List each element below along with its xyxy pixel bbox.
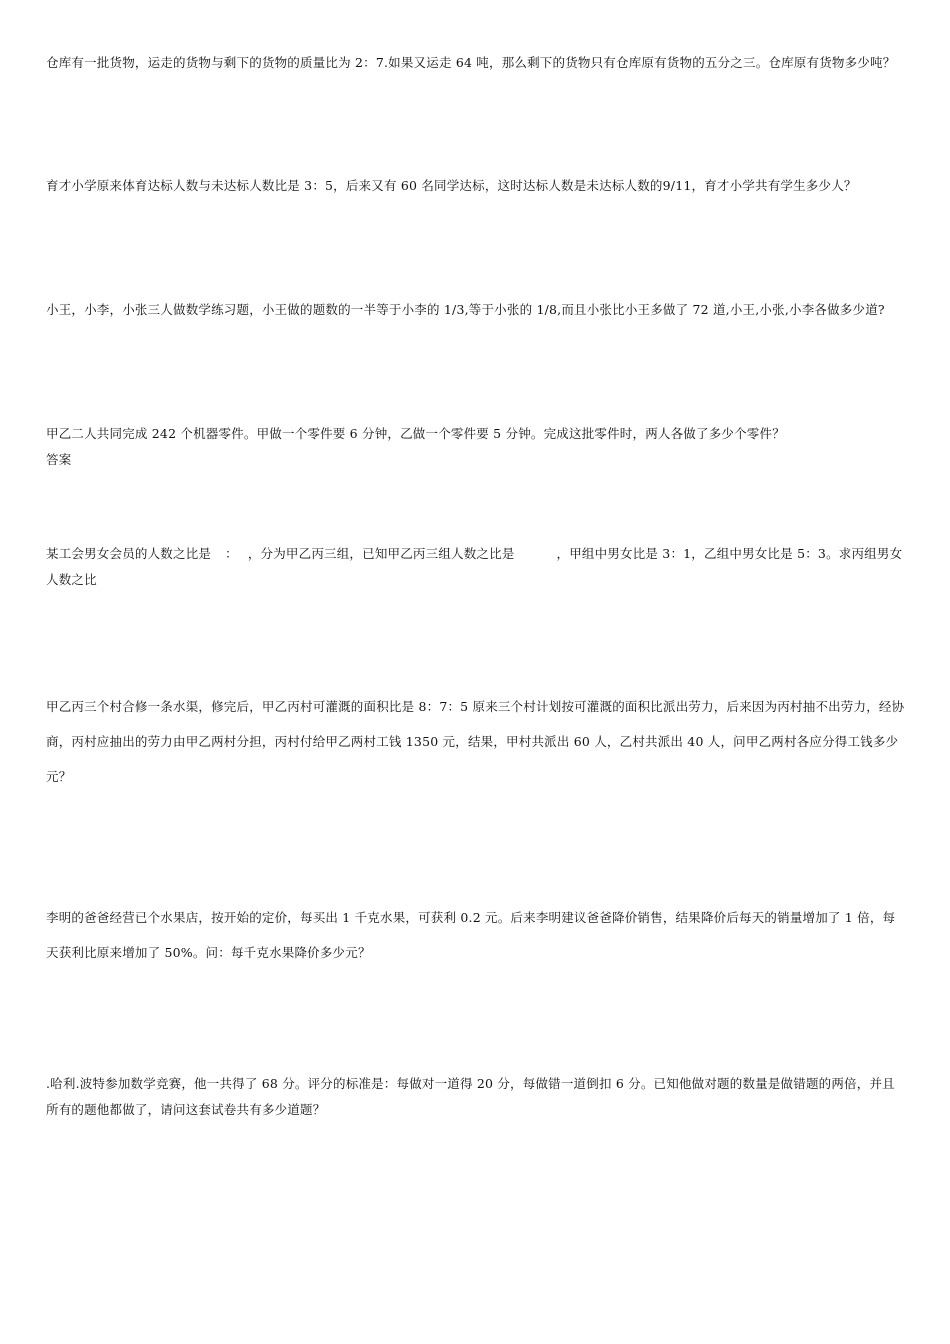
problem-3-text: 小王，小李，小张三人做数学练习题，小王做的题数的一半等于小李的 1/3,等于小张的 1/8,而且小张比小王多做了 72 道,小王,小张,小李各做多少道?	[46, 302, 885, 317]
problem-3	[46, 297, 906, 323]
answer-label: 答案	[46, 452, 72, 467]
problem-2-text: 育才小学原来体育达标人数与未达标人数比是 3：5，后来又有 60 名同学达标，这时达标人数是未达标人数的9/11，育才小学共有学生多少人？	[46, 178, 857, 193]
problem-5-part-3: ，分为甲乙丙三组，已知甲乙丙三组人数之比是	[247, 546, 515, 561]
problem-1-text: 仓库有一批货物，运走的货物与剩下的货物的质量比为 2：7.如果又运走 64 吨，那么剩下的货物只有仓库原有货物的五分之三。仓库原有货物多少吨？	[46, 55, 896, 70]
problem-5-part-1: 某工会男女会员的人数之比是	[46, 546, 212, 561]
problem-5-text	[46, 541, 906, 593]
problem-4-text: 甲乙二人共同完成 242 个机器零件。甲做一个零件要 6 分钟，乙做一个零件要 5 分钟。完成这批零件时，两人各做了多少个零件？	[46, 426, 785, 441]
problem-7-text: 李明的爸爸经营已个水果店，按开始的定价，每买出 1 千克水果，可获利 0.2 元。后来李明建议爸爸降价销售，结果降价后每天的销量增加了 1 倍，每天获利比原来增加了 50%。问：每千克水果降价多少元？	[46, 910, 896, 960]
problem-2	[46, 173, 906, 199]
problem-5-part-4: ，甲组中男女比是 3：1，乙组中男女比是 5：3。求丙组男女人数之比	[46, 546, 903, 587]
problem-5-part-2: ：	[225, 546, 238, 561]
problem-8	[46, 1071, 906, 1123]
problem-6	[46, 689, 906, 794]
problem-4	[46, 421, 906, 473]
problem-7	[46, 900, 906, 970]
problem-5	[46, 541, 906, 593]
problem-1	[46, 50, 906, 76]
problem-8-text: .哈利.波特参加数学竞赛，他一共得了 68 分。评分的标准是：每做对一道得 20 分，每做错一道倒扣 6 分。已知他做对题的数量是做错题的两倍，并且所有的题他都做了，请问这套试卷共有多少道题？	[46, 1076, 895, 1117]
problem-6-text: 甲乙丙三个村合修一条水渠，修完后，甲乙丙村可灌溉的面积比是 8：7：5 原来三个村计划按可灌溉的面积比派出劳力，后来因为丙村抽不出劳力，经协商，丙村应抽出的劳力由甲乙两村分担，丙村付给甲乙两村工钱 1350 元，结果，甲村共派出 60 人，乙村共派出 40 人，问甲乙两村各应分得工钱多少元？	[46, 699, 905, 784]
